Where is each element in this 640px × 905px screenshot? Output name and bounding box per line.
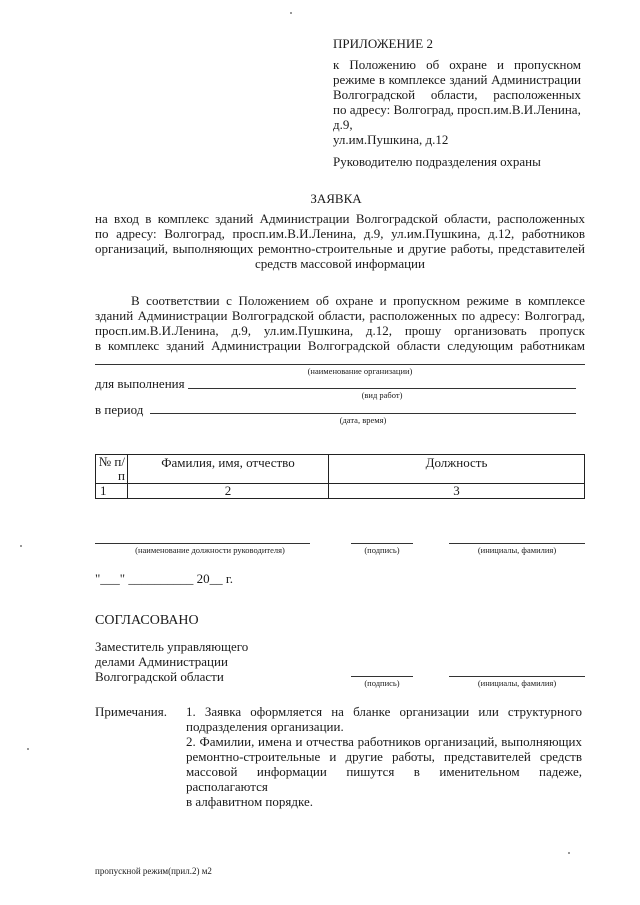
- date-line[interactable]: "___" __________ 20__ г.: [95, 571, 233, 586]
- table-cell: 1: [96, 484, 128, 499]
- approval-line: делами Администрации: [95, 654, 228, 669]
- approval-signature-line[interactable]: [351, 676, 413, 677]
- note-line: подразделения организации.: [186, 719, 344, 734]
- table-header-cell: Фамилия, имя, отчество: [128, 455, 329, 484]
- period-line[interactable]: [150, 413, 576, 414]
- scan-speck: [568, 852, 570, 854]
- table-header-cell: № п/п: [96, 455, 128, 484]
- appendix-line: ул.им.Пушкина, д.12: [333, 132, 449, 147]
- request-subtitle-line: на вход в комплекс зданий Администрации Волгоградской области, расположенных: [95, 211, 585, 226]
- scan-speck: [290, 12, 292, 14]
- note-line: массовой информации пишутся в именительном падеже, располагаются: [186, 764, 582, 794]
- note-line: в алфавитном порядке.: [186, 794, 313, 809]
- initials-line[interactable]: [449, 543, 585, 544]
- addressee: Руководителю подразделения охраны: [333, 154, 541, 169]
- initials-caption: (инициалы, фамилия): [477, 545, 557, 555]
- request-subtitle-line: организаций, выполняющих ремонтно-строительные и другие работы, представителей: [95, 241, 585, 256]
- approval-title: СОГЛАСОВАНО: [95, 613, 199, 628]
- organization-line[interactable]: [95, 364, 585, 365]
- approval-initials-line[interactable]: [449, 676, 585, 677]
- table-cell: 3: [329, 484, 585, 499]
- notes-list: [186, 704, 582, 809]
- table-header-cell: Должность: [329, 455, 585, 484]
- organization-caption: (наименование организации): [307, 366, 413, 376]
- note-line: 1. Заявка оформляется на бланке организации или структурного: [186, 704, 582, 719]
- appendix-text: [333, 57, 581, 147]
- note-line: ремонтно-строительные и другие работы, представителей средств: [186, 749, 582, 764]
- position-line[interactable]: [95, 543, 310, 544]
- approval-line: Волгоградской области: [95, 669, 224, 684]
- body-paragraph: [95, 293, 585, 353]
- approval-line: Заместитель управляющего: [95, 639, 249, 654]
- footer-reference: пропускной режим(прил.2) м2: [95, 866, 212, 876]
- approval-block: [95, 639, 248, 684]
- request-subtitle-line: по адресу: Волгоград, просп.им.В.И.Ленина, д.9, ул.им.Пушкина, д.12, работников: [95, 226, 585, 241]
- signature-line[interactable]: [351, 543, 413, 544]
- body-line: В соответствии с Положением об охране и пропускном режиме в комплексе: [131, 293, 585, 308]
- table-cell: 2: [128, 484, 329, 499]
- period-label: в период: [95, 402, 144, 417]
- notes-label: Примечания.: [95, 704, 167, 719]
- body-line: в комплекс зданий Администрации Волгоградской области следующим работникам: [95, 338, 585, 353]
- scan-speck: [20, 545, 22, 547]
- appendix-line: Волгоградской области, расположенных: [333, 87, 581, 102]
- body-line: зданий Администрации Волгоградской области, расположенных по адресу: Волгоград,: [95, 308, 585, 323]
- request-subtitle: [95, 211, 585, 271]
- position-caption: (наименование должности руководителя): [135, 545, 285, 555]
- body-line: просп.им.В.И.Ленина, д.9, ул.им.Пушкина, д.12, прошу организовать пропуск: [95, 323, 585, 338]
- table-row: [96, 484, 585, 499]
- workers-table: [95, 454, 585, 499]
- table-header-row: [96, 455, 585, 484]
- work-caption: (вид работ): [361, 390, 403, 400]
- appendix-title: ПРИЛОЖЕНИЕ 2: [333, 36, 433, 51]
- scan-speck: [27, 748, 29, 750]
- request-title: ЗАЯВКА: [310, 191, 362, 206]
- signature-caption: (подпись): [364, 545, 400, 555]
- period-caption: (дата, время): [339, 415, 387, 425]
- note-line: 2. Фамилии, имена и отчества работников организаций, выполняющих: [186, 734, 582, 749]
- appendix-line: режиме в комплексе зданий Администрации: [333, 72, 581, 87]
- approval-signature-caption: (подпись): [364, 678, 400, 688]
- work-line[interactable]: [188, 388, 576, 389]
- approval-initials-caption: (инициалы, фамилия): [477, 678, 557, 688]
- request-subtitle-line: средств массовой информации: [255, 256, 425, 271]
- appendix-line: по адресу: Волгоград, просп.им.В.И.Ленина, д.9,: [333, 102, 581, 132]
- appendix-line: к Положению об охране и пропускном: [333, 57, 581, 72]
- work-label: для выполнения: [95, 376, 185, 391]
